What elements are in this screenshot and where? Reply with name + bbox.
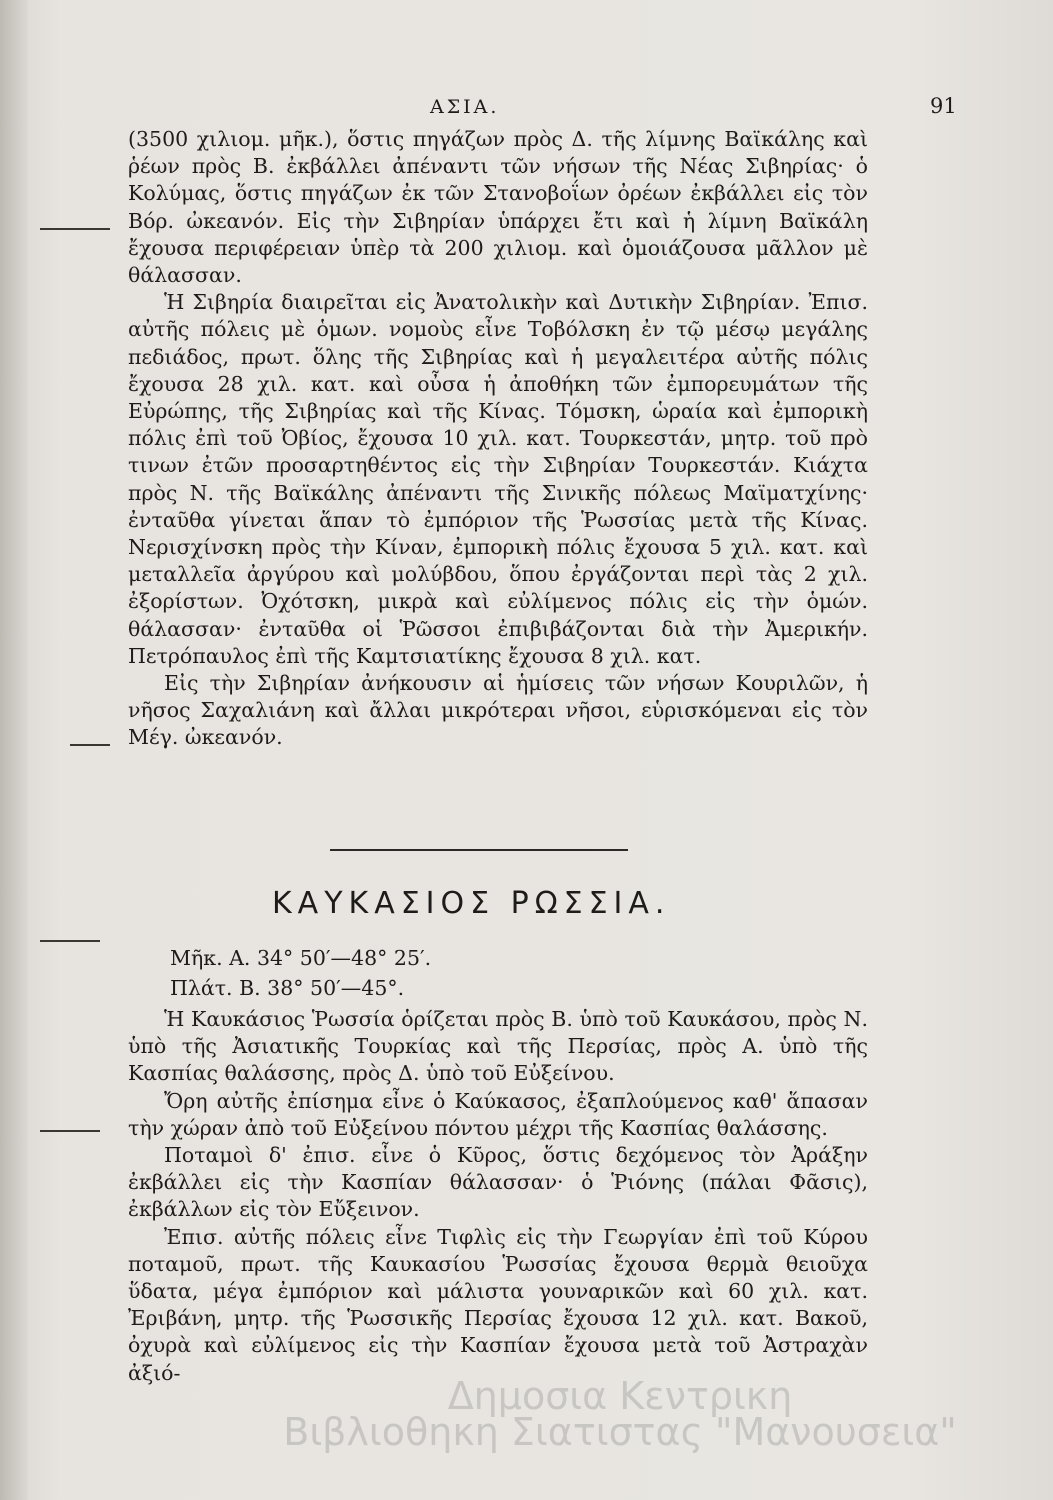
asia-text-block <box>128 126 868 752</box>
caucasus-text-block <box>128 1006 868 1387</box>
margin-mark <box>70 744 110 746</box>
running-header: ΑΣΙΑ. <box>430 96 500 118</box>
margin-mark <box>40 1130 100 1132</box>
page-number: 91 <box>930 94 957 118</box>
asia-paragraph-2: Ἡ Σιβηρία διαιρεῖται εἰς Ἀνατολικὴν καὶ Δυτικὴν Σιβηρίαν. Ἐπισ. αὐτῆς πόλεις μὲ ὁμων. νομοὺς εἶνε Τοβόλσκη ἐν τῷ μέσῳ μεγάλης πεδιάδος, πρωτ. ὅλης τῆς Σιβηρίας καὶ ἡ μεγαλειτέρα αὐτῆς πόλις ἔχουσα 28 χιλ. κατ. καὶ οὖσα ἡ ἀποθήκη τῶν ἐμπορευμάτων τῆς Εὐρώπης, τῆς Σιβηρίας καὶ τῆς Κίνας. Τόμσκη, ὡραία καὶ ἐμπορικὴ πόλις ἐπὶ τοῦ Ὀβίος, ἔχουσα 10 χιλ. κατ. Τουρκεστάν, μητρ. τοῦ πρὸ τινων ἐτῶν προσαρτηθέντος εἰς τὴν Σιβηρίαν Τουρκεστάν. Κιάχτα πρὸς Ν. τῆς Βαϊκάλης ἀπέναντι τῆς Σινικῆς πόλεως Μαϊματχίνης· ἐνταῦθα γίνεται ἅπαν τὸ ἐμπόριον τῆς Ῥωσσίας μετὰ τῆς Κίνας. Νερισχίνσκη πρὸς τὴν Κίναν, ἐμπορικὴ πόλις ἔχουσα 5 χιλ. κατ. καὶ μεταλλεῖα ἀργύρου καὶ μολύβδου, ὅπου ἐργάζονται περὶ τὰς 2 χιλ. ἐξορίστων. Ὀχότσκη, μικρὰ καὶ εὐλίμενος πόλις εἰς τὴν ὁμών. θάλασσαν· ἐνταῦθα οἱ Ῥῶσσοι ἐπιβιβάζονται διὰ τὴν Ἀμερικήν. Πετρόπαυλος ἐπὶ τῆς Καμτσιατίκης ἔχουσα 8 χιλ. κατ. <box>128 290 868 668</box>
section-title: ΚΑΥΚΑΣΙΟΣ ΡΩΣΣΙΑ. <box>272 886 671 921</box>
section-divider <box>330 849 628 851</box>
caucasus-paragraph-1: Ἡ Καυκάσιος Ῥωσσία ὁρίζεται πρὸς Β. ὑπὸ τοῦ Καυκάσου, πρὸς Ν. ὑπὸ τῆς Ἀσιατικῆς Τουρκίας καὶ τῆς Περσίας, πρὸς Α. ὑπὸ τῆς Κασπίας θαλάσσης, πρὸς Δ. ὑπὸ τοῦ Εὐξείνου. <box>128 1007 868 1086</box>
asia-paragraph-3: Εἰς τὴν Σιβηρίαν ἀνήκουσιν αἱ ἡμίσεις τῶν νήσων Κουριλῶν, ἡ νῆσος Σαχαλιάνη καὶ ἄλλαι μικρότεραι νῆσοι, εὑρισκόμεναι εἰς τὸν Μέγ. ὠκεανόν. <box>128 671 868 750</box>
latitude-line: Πλάτ. Β. 38° 50′—45°. <box>170 976 405 1000</box>
watermark-line-2: Βιβλιοθηκη Σιατιστας "Μανουσεια" <box>283 1410 957 1454</box>
caucasus-paragraph-4: Ἐπισ. αὐτῆς πόλεις εἶνε Τιφλὶς εἰς τὴν Γεωργίαν ἐπὶ τοῦ Κύρου ποταμοῦ, πρωτ. τῆς Καυκασίου Ῥωσσίας ἔχουσα θερμὰ θειοῦχα ὕδατα, μέγα ἐμπόριον καὶ μάλιστα γουναρικῶν καὶ 60 χιλ. κατ. Ἐριβάνη, μητρ. τῆς Ῥωσσικῆς Περσίας ἔχουσα 12 χιλ. κατ. Βακοῦ, ὀχυρὰ καὶ εὐλίμενος εἰς τὴν Κασπίαν ἔχουσα μετὰ τοῦ Ἀστραχὰν ἀξιό- <box>128 1224 868 1385</box>
asia-paragraph-1: (3500 χιλιομ. μῆκ.), ὅστις πηγάζων πρὸς Δ. τῆς λίμνης Βαϊκάλης καὶ ῥέων πρὸς Β. ἐκβάλλει ἀπέναντι τῶν νήσων τῆς Νέας Σιβηρίας· ὁ Κολύμας, ὅστις πηγάζων ἐκ τῶν Στανοβοΐων ὀρέων ἐκβάλλει εἰς τὸν Βόρ. ὠκεανόν. Εἰς τὴν Σιβηρίαν ὑπάρχει ἔτι καὶ ἡ λίμνη Βαϊκάλη ἔχουσα περιφέρειαν ὑπὲρ τὰ 200 χιλιομ. καὶ ὁμοιάζουσα μᾶλλον μὲ θάλασσαν. <box>128 127 868 288</box>
longitude-line: Μῆκ. Α. 34° 50′—48° 25′. <box>170 946 432 970</box>
margin-mark <box>40 940 100 942</box>
margin-mark <box>40 228 110 230</box>
caucasus-paragraph-2: Ὄρη αὐτῆς ἐπίσημα εἶνε ὁ Καύκασος, ἐξαπλούμενος καθ' ἅπασαν τὴν χώραν ἀπὸ τοῦ Εὐξείνου πόντου μέχρι τῆς Κασπίας θαλάσσης. <box>128 1088 868 1140</box>
watermark-line-1: Δημοσια Κεντρικη <box>447 1374 793 1418</box>
page-binding-edge <box>0 0 28 1500</box>
library-watermark <box>230 1374 1010 1454</box>
caucasus-paragraph-3: Ποταμοὶ δ' ἐπισ. εἶνε ὁ Κῦρος, ὅστις δεχόμενος τὸν Ἀράξην ἐκβάλλει εἰς τὴν Κασπίαν θάλασσαν· ὁ Ῥιόνης (πάλαι Φᾶσις), ἐκβάλλων εἰς τὸν Εὔξεινον. <box>128 1143 868 1222</box>
